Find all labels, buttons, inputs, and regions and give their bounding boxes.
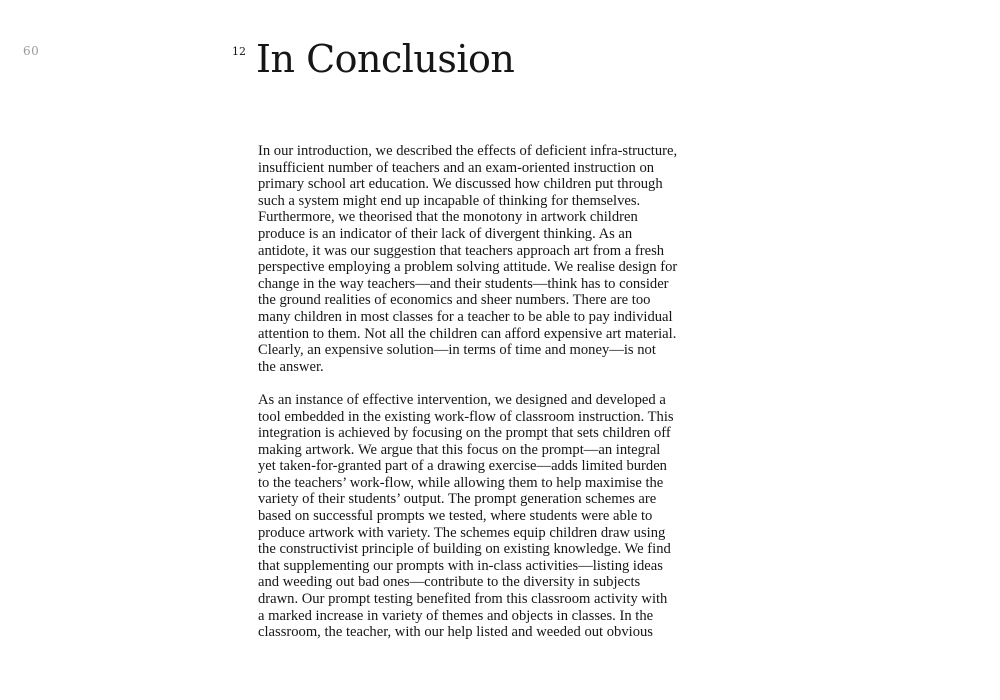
text-line: making artwork. We argue that this focus on the prompt—an integral	[258, 441, 661, 458]
text-line: As an instance of effective intervention, we designed and developed a	[258, 391, 666, 408]
text-line: integration is achieved by focusing on the prompt that sets children off	[258, 425, 671, 442]
text-line: attention to them. Not all the children can afford expensive art material.	[258, 325, 677, 342]
text-line: antidote, it was our suggestion that teachers approach art from a fresh	[258, 242, 665, 259]
text-line: many children in most classes for a teacher to be able to pay individual	[258, 308, 673, 325]
paragraph	[258, 143, 678, 375]
text-line: tool embedded in the existing work-flow of classroom instruction. This	[258, 408, 674, 425]
text-line: variety of their students’ output. The prompt generation schemes are	[258, 491, 657, 508]
chapter-title: In Conclusion	[256, 37, 515, 81]
text-line: and weeding out bad ones—contribute to the diversity in subjects	[258, 574, 641, 591]
text-line: Furthermore, we theorised that the monotony in artwork children	[258, 209, 638, 226]
text-line: a marked increase in variety of themes and objects in classes. In the	[258, 607, 654, 624]
text-line: primary school art education. We discussed how children put through	[258, 176, 663, 193]
text-line: that supplementing our prompts with in-class activities—listing ideas	[258, 557, 663, 574]
text-line: perspective employing a problem solving attitude. We realise design for	[258, 259, 678, 276]
text-line: change in the way teachers—and their students—think has to consider	[258, 275, 669, 292]
text-line: based on successful prompts we tested, where students were able to	[258, 508, 653, 525]
text-line: the ground realities of economics and sheer numbers. There are too	[258, 292, 651, 309]
text-line: In our introduction, we described the effects of deficient infra-structure,	[258, 143, 678, 159]
chapter-number: 12	[232, 45, 246, 58]
text-line: Clearly, an expensive solution—in terms of time and money—is not	[258, 342, 656, 359]
page-number: 60	[23, 44, 40, 58]
text-line: yet taken-for-granted part of a drawing exercise—adds limited burden	[258, 458, 667, 475]
text-line: classroom, the teacher, with our help listed and weeded out obvious	[258, 624, 653, 641]
paragraph	[258, 392, 678, 641]
text-line: produce artwork with variety. The schemes equip children draw using	[258, 524, 666, 541]
text-line: insufficient number of teachers and an exam-oriented instruction on	[258, 159, 655, 176]
text-line: produce is an indicator of their lack of divergent thinking. As an	[258, 225, 633, 242]
text-line: to the teachers’ work-flow, while allowing them to help maximise the	[258, 474, 664, 491]
text-line: the answer.	[258, 358, 324, 375]
text-line: drawn. Our prompt testing benefited from this classroom activity with	[258, 591, 668, 608]
text-line: the constructivist principle of building on existing knowledge. We find	[258, 541, 671, 558]
text-line: such a system might end up incapable of thinking for themselves.	[258, 192, 641, 209]
body-text	[258, 143, 678, 657]
